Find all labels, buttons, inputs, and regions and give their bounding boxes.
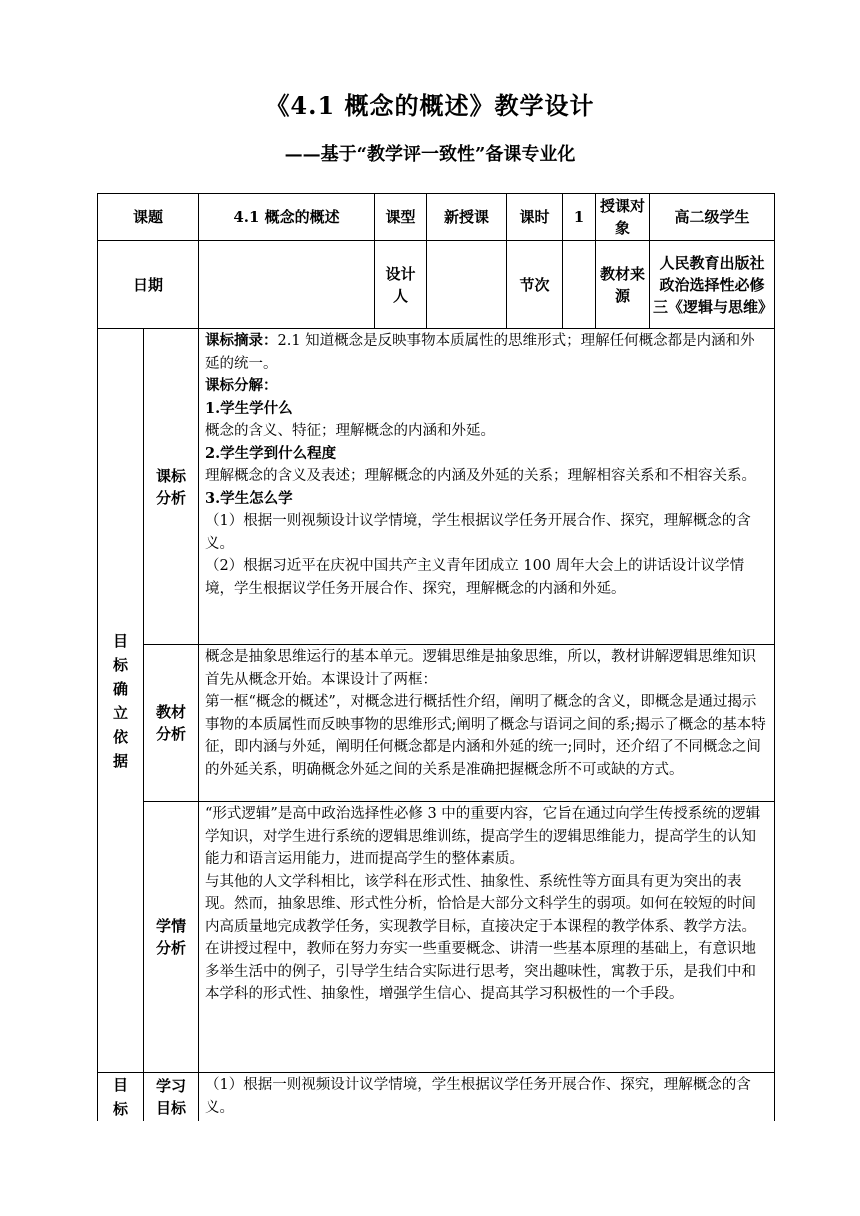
basis-label: 目标确立依据 xyxy=(98,329,144,1073)
curriculum-heading-3: 3.学生怎么学 xyxy=(205,489,293,507)
students-paragraph-3: 在讲授过程中，教师在努力夯实一些重要概念、讲清一些基本原理的基础上，有意识地多举生活中的例子，引导学生结合实际进行思考，突出趣味性，寓教于乐，是我们中和本学科的形式性、抽象性，增强学生信心、提高其学习积极性的一个手段。 xyxy=(205,941,757,1002)
curriculum-paragraph-2: 理解概念的含义及表述；理解概念的内涵及外延的关系；理解相容关系和不相容关系。 xyxy=(205,468,757,484)
textbook-content xyxy=(199,645,775,802)
learning-goals-label: 学习目标 xyxy=(144,1073,199,1122)
textbook-label: 教材分析 xyxy=(144,645,199,802)
students-content xyxy=(199,802,775,1073)
textbook-paragraph-1: 概念是抽象思维运行的基本单元。逻辑思维是抽象思维，所以，教材讲解逻辑思维知识首先从概念开始。本课设计了两框： xyxy=(205,649,757,688)
excerpt-label: 课标摘录： xyxy=(205,332,278,349)
curriculum-paragraph-1: 概念的含义、特征；理解概念的内涵和外延。 xyxy=(205,423,496,439)
header-row-1 xyxy=(98,194,775,241)
students-row xyxy=(98,802,775,1073)
designer-value xyxy=(427,241,507,329)
source-label: 教材来源 xyxy=(596,241,650,329)
hours-value: 1 xyxy=(563,194,596,241)
source-value: 人民教育出版社政治选择性必修三《逻辑与思维》 xyxy=(650,241,775,329)
session-label: 节次 xyxy=(507,241,563,329)
curriculum-row xyxy=(98,329,775,645)
type-value: 新授课 xyxy=(427,194,507,241)
textbook-row xyxy=(98,645,775,802)
students-paragraph-2: 与其他的人文学科相比，该学科在形式性、抽象性、系统性等方面具有更为突出的表现。然而，抽象思维、形式性分析，恰恰是大部分文科学生的弱项。如何在较短的时间内高质量地完成教学任务，实现教学目标，直接决定于本课程的教学体系、教学方法。 xyxy=(205,873,757,935)
document-title: 《4.1 概念的概述》教学设计 xyxy=(265,91,595,120)
textbook-paragraph-2: 第一框“概念的概述”，对概念进行概括性介绍，阐明了概念的含义，即概念是通过揭示事物的本质属性而反映事物的思维形式;阐明了概念与语词之间的系;揭示了概念的基本特征，即内涵与外延，阐明任何概念都是内涵和外延的统一;同时，还介绍了不同概念之间的外延关系，明确概念外延之间的关系是准确把握概念所不可或缺的方式。 xyxy=(205,694,766,778)
curriculum-paragraph-3: （1）根据一则视频设计议学情境，学生根据议学任务开展合作、探究，理解概念的含义。 xyxy=(205,513,751,552)
curriculum-content xyxy=(199,329,775,645)
goals-row xyxy=(98,1073,775,1122)
date-label: 日期 xyxy=(98,241,199,329)
designer-label: 设计人 xyxy=(375,241,427,329)
lesson-plan-table xyxy=(97,193,775,1121)
curriculum-heading-1: 1.学生学什么 xyxy=(205,399,293,417)
students-paragraph-1: “形式逻辑”是高中政治选择性必修 3 中的重要内容，它旨在通过向学生传授系统的逻辑学知识，对学生进行系统的逻辑思维训练，提高学生的逻辑思维能力，提高学生的认知能力和语言运用能力，进而提高学生的整体素质。 xyxy=(205,806,761,867)
learning-goals-paragraph-1: （1）根据一则视频设计议学情境，学生根据议学任务开展合作、探究，理解概念的含义。 xyxy=(205,1077,751,1116)
topic-value: 4.1 概念的概述 xyxy=(199,194,375,241)
breakdown-label: 课标分解： xyxy=(205,377,278,394)
header-row-2 xyxy=(98,241,775,329)
session-value xyxy=(563,241,596,329)
hours-label: 课时 xyxy=(507,194,563,241)
topic-label: 课题 xyxy=(98,194,199,241)
audience-label: 授课对象 xyxy=(596,194,650,241)
excerpt-text: 2.1 知道概念是反映事物本质属性的思维形式；理解任何概念都是内涵和外延的统一。 xyxy=(205,333,755,372)
curriculum-label: 课标分析 xyxy=(144,329,199,645)
document-subtitle: ——基于“教学评一致性”备课专业化 xyxy=(284,144,576,165)
students-label: 学情分析 xyxy=(144,802,199,1073)
audience-value: 高二级学生 xyxy=(650,194,775,241)
learning-goals-content xyxy=(199,1073,775,1122)
curriculum-heading-2: 2.学生学到什么程度 xyxy=(205,444,337,462)
goals-label: 目标 xyxy=(98,1073,144,1122)
type-label: 课型 xyxy=(375,194,427,241)
date-value xyxy=(199,241,375,329)
curriculum-paragraph-4: （2）根据习近平在庆祝中国共产主义青年团成立 100 周年大会上的讲话设计议学情境，学生根据议学任务开展合作、探究，理解概念的内涵和外延。 xyxy=(205,558,745,597)
